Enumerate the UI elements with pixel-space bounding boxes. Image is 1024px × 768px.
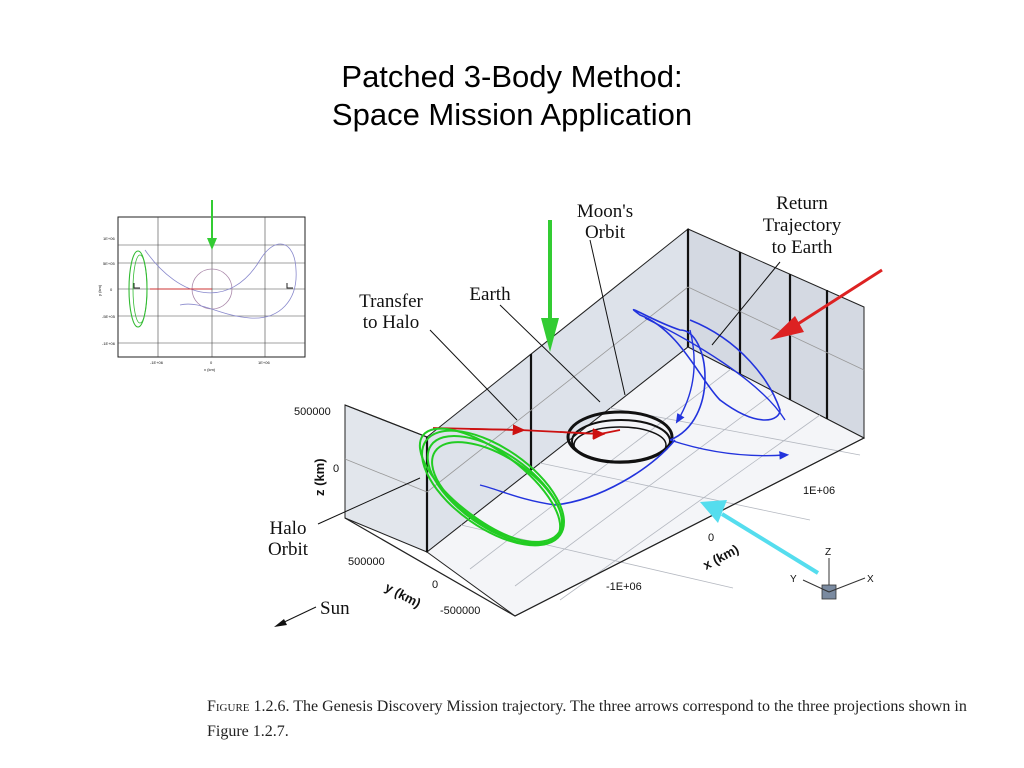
triad-z: Z: [825, 547, 832, 558]
inset-ytick: -1E+06: [102, 341, 116, 346]
figure-caption: [207, 694, 967, 744]
inset-ytick: -5E+05: [102, 314, 116, 319]
z-tick: 0: [333, 463, 340, 475]
top-view-arrow: [541, 220, 559, 352]
x-axis-label: x (km): [700, 541, 742, 573]
sun-label: Sun: [320, 598, 350, 619]
x-tick: 0: [708, 532, 715, 544]
x-tick: -1E+06: [606, 581, 642, 593]
y-tick: 500000: [348, 556, 385, 568]
title-line-2: Space Mission Application: [331, 97, 693, 132]
x-tick: 1E+06: [803, 485, 836, 497]
halo-label: Halo: [269, 518, 307, 539]
left-wall: [345, 405, 427, 552]
halo-label: Orbit: [267, 539, 309, 560]
inset-xtick: -1E+06: [150, 360, 164, 365]
inset-xtick: 0: [210, 360, 213, 365]
sun-arrow: [274, 607, 316, 627]
return-label: Trajectory: [762, 215, 842, 236]
inset-xtick: 1E+06: [258, 360, 270, 365]
y-tick: -500000: [440, 605, 481, 617]
return-label: to Earth: [771, 237, 833, 258]
transfer-label: to Halo: [362, 312, 420, 333]
title-line-1: Patched 3-Body Method:: [341, 59, 683, 94]
inset-ytick: 5E+05: [103, 261, 115, 266]
transfer-label: Transfer: [359, 291, 423, 312]
moons-orbit-label: Moon's: [576, 201, 634, 222]
caption-figure-ref: Figure 1.2.6.: [207, 698, 290, 715]
inset-xlabel: x (km): [204, 367, 216, 372]
inset-projection: [97, 200, 305, 372]
z-axis-label: z (km): [312, 458, 327, 496]
return-label: Return: [776, 193, 828, 214]
inset-ylabel: y (km): [97, 284, 102, 296]
y-axis-label: y (km): [382, 579, 424, 611]
inset-ytick: 1E+06: [103, 236, 115, 241]
y-tick: 0: [432, 579, 439, 591]
z-tick: 500000: [294, 406, 331, 418]
moons-orbit-label: Orbit: [584, 222, 626, 243]
inset-ytick: 0: [110, 287, 113, 292]
earth-label: Earth: [469, 284, 511, 305]
box-3d: [345, 229, 864, 616]
triad-x: X: [867, 574, 874, 585]
orientation-triad: [790, 547, 874, 599]
triad-y: Y: [790, 574, 797, 585]
caption-text: The Genesis Discovery Mission trajectory. The three arrows correspond to the three projections shown in Figure 1.2.7.: [207, 698, 967, 740]
